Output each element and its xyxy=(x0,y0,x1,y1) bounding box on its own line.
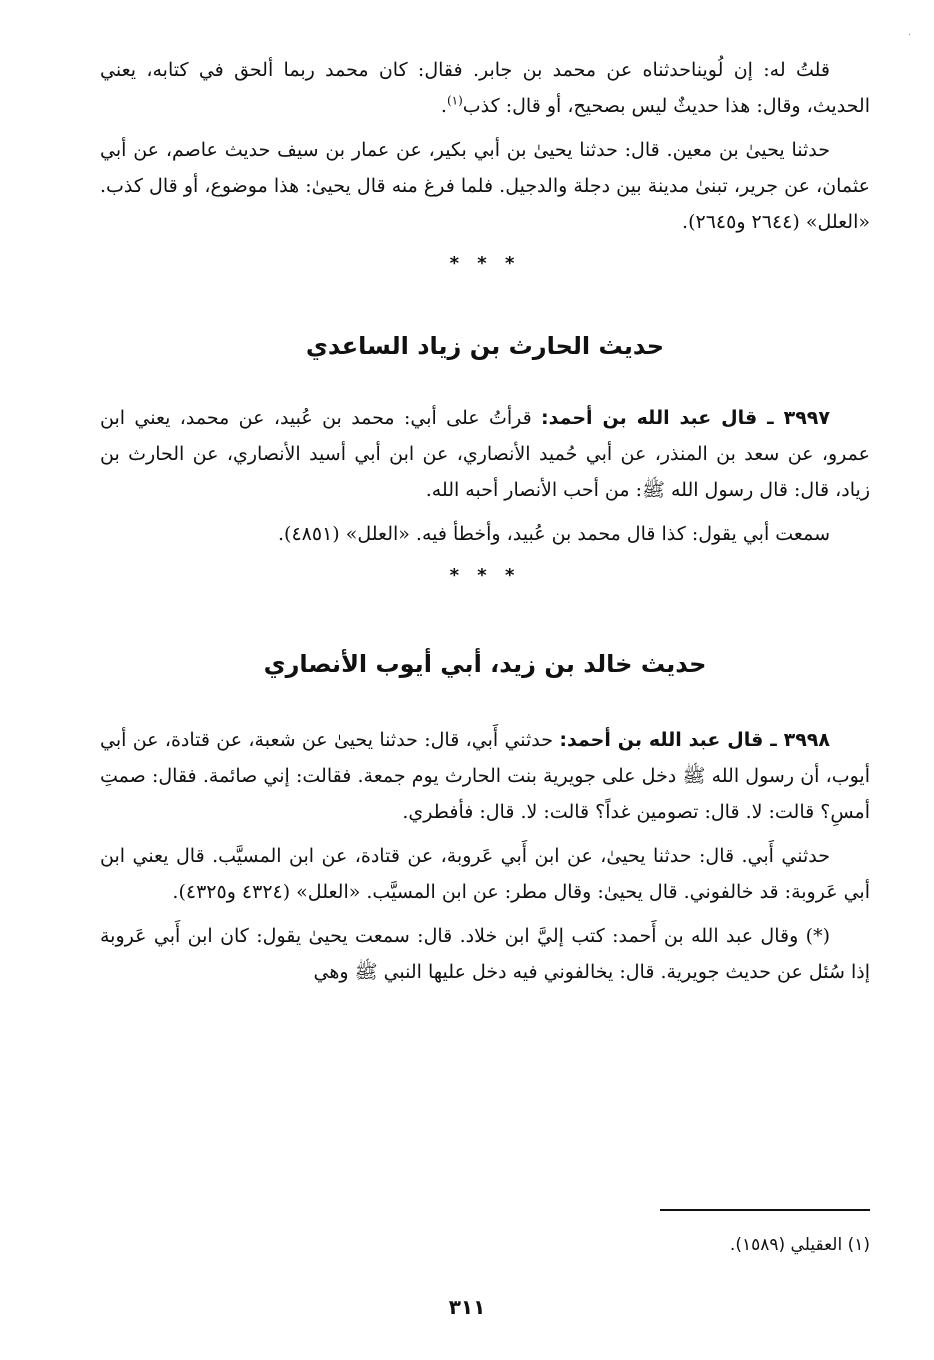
spacer xyxy=(100,366,870,400)
spacer xyxy=(100,124,870,132)
section-separator: * * * xyxy=(449,253,521,274)
paragraph-qultu-end: . xyxy=(440,95,447,117)
scan-mark: · xyxy=(908,30,912,41)
paragraph-haddathani-abi: حدثني أَبي. قال: حدثنا يحيىٰ، عن ابن أَبي عَروبة، عن قتادة، عن ابن المسيَّب. قال يعني ابن أبي عَروبة: قد خالفوني. قال يحيىٰ: وقال مطر: عن ابن المسيَّب. «العلل» (٤٣٢٤ و٤٣٢٥). xyxy=(100,845,870,903)
heading-harith: حديث الحارث بن زياد الساعدي xyxy=(305,332,665,360)
paragraph-ibn-khallad: (*) وقال عبد الله بن أَحمد: كتب إليَّ ابن خلاد. قال: سمعت يحيىٰ يقول: كان ابن أَبي عَروبة إذا سُئل عن حديث جويرية. قال: يخالفوني فيه دخل عليها النبي ﷺ وهي xyxy=(100,925,870,983)
spacer xyxy=(100,282,870,326)
entry-3997 xyxy=(100,400,870,508)
paragraph-samitu-abi: سمعت أبي يقول: كذا قال محمد بن عُبيد، وأخطأ فيه. «العلل» (٤٨٥١). xyxy=(278,523,830,545)
page-number: ٣١١ xyxy=(448,1295,486,1319)
footnote xyxy=(100,1230,870,1260)
paragraph-yahya-ibn-main: حدثنا يحيىٰ بن معين. قال: حدثنا يحيىٰ بن أبي بكير، عن عمار بن سيف حديث عاصم، عن أبي عثمان، عن جرير، تبنىٰ مدينة بين دجلة والدجيل. فلما فرغ منه قال يحيىٰ: هذا موضوع، أو قال كذب. «العلل» (٢٦٤٤ و٢٦٤٥). xyxy=(100,139,870,233)
spacer xyxy=(100,594,870,644)
spacer xyxy=(100,910,870,918)
entry-3998 xyxy=(100,722,870,830)
section-separator: * * * xyxy=(449,565,521,586)
paragraph-qultu xyxy=(100,52,870,124)
spacer xyxy=(100,684,870,722)
spacer xyxy=(100,508,870,516)
heading-abu-ayyub: حديث خالد بن زيد، أبي أيوب الأنصاري xyxy=(263,650,707,678)
entry-3998-label: ٣٩٩٨ ـ قال عبد الله بن أحمد: xyxy=(559,729,830,751)
footnote-text: العقيلي (١٥٨٩). xyxy=(729,1235,843,1255)
page-body xyxy=(100,52,870,990)
footnote-reference[interactable]: (١) xyxy=(446,93,463,108)
entry-3998-text: حدثني أَبي، قال: حدثنا يحيىٰ عن شعبة، عن قتادة، عن أبي أيوب، أن رسول الله ﷺ دخل على جويرية بنت الحارث يوم جمعة. فقالت: إني صائمة. فقال: صمتِ أمسِ؟ قالت: لا. قال: تصومين غداً؟ قالت: لا. قال: فأفطري. xyxy=(100,729,870,823)
entry-3997-text: قرأتُ على أبي: محمد بن عُبيد، عن محمد، يعني ابن عمرو، عن سعد بن المنذر، عن أبي حُميد الأنصاري، عن ابن أبي أسيد الأنصاري، عن الحارث بن زياد، قال: قال رسول الله ﷺ: من أحب الأنصار أحبه الله. xyxy=(100,407,870,501)
footnote-separator-line xyxy=(660,1209,870,1211)
paragraph-qultu-text: قلتُ له: إن لُويناحدثناه عن محمد بن جابر. فقال: كان محمد ربما ألحق في كتابه، يعني الحديث، وقال: هذا حديثٌ ليس بصحيح، أو قال: كذب xyxy=(100,59,870,117)
entry-3997-label: ٣٩٩٧ ـ قال عبد الله بن أحمد: xyxy=(541,407,830,429)
spacer xyxy=(100,830,870,838)
footnote-marker: (١) xyxy=(847,1235,870,1255)
